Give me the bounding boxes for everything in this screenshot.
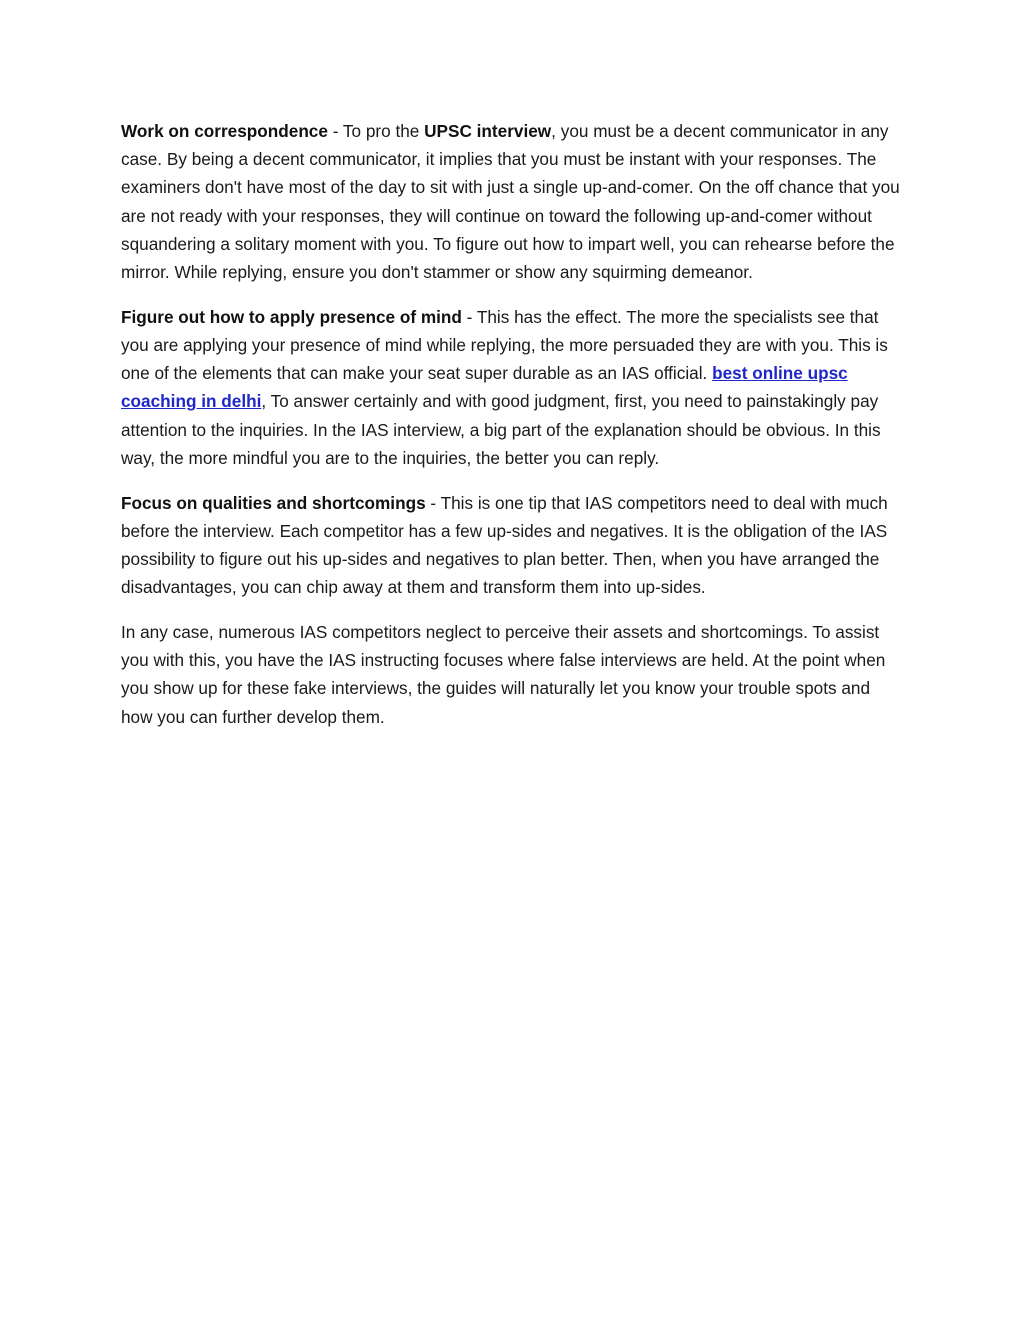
paragraph-text: - This has the effect. The more the specialists see that you are applying your presence of mind while replying, the more persuaded they are with you. This is one of the elements that can make your seat super durable as an IAS official. — [121, 306, 888, 384]
paragraph-text: , To answer certainly and with good judgment, first, you need to painstakingly pay attention to the inquiries. In the IAS interview, a big part of the explanation should be obvious. In this way, the more mindful you are to the inquiries, the better you can reply. — [121, 391, 881, 468]
document-body — [121, 117, 903, 747]
paragraph-in-any-case — [121, 618, 903, 731]
heading-qualities-shortcomings: Focus on qualities and shortcomings — [121, 492, 426, 513]
paragraph-text: , you must be a decent communicator in any case. By being a decent communicator, it implies that you must be instant with your responses. The examiners don't have most of the day to sit with just a single up-and-comer. On the off chance that you are not ready with your responses, they will continue on toward the following up-and-comer without squandering a solitary moment with you. To figure out how to impart well, you can rehearse before the mirror. While replying, ensure you don't stammer or show any squirming demeanor. — [121, 121, 900, 283]
paragraph-text: - To pro the — [327, 121, 425, 141]
heading-presence-of-mind: Figure out how to apply presence of mind — [121, 306, 462, 327]
paragraph-qualities-shortcomings — [121, 489, 903, 602]
heading-work-on-correspondence: Work on correspondence — [121, 121, 328, 141]
link-best-online-upsc-coaching[interactable]: best online upsc coaching in delhi — [121, 363, 848, 412]
paragraph-text: In any case, numerous IAS competitors neglect to perceive their assets and shortcomings. To assist you with this, you have the IAS instructing focuses where false interviews are held. At the point when you show up for these fake interviews, the guides will naturally let you know your trouble spots and how you can further develop them. — [121, 622, 886, 727]
paragraph-text: - This is one tip that IAS competitors need to deal with much before the interview. Each competitor has a few up-sides and negatives. It is the obligation of the IAS possibility to figure out his up-sides and negatives to plan better. Then, when you have arranged the disadvantages, you can chip away at them and transform them into up-sides. — [121, 492, 888, 598]
paragraph-presence-of-mind — [121, 303, 903, 472]
bold-upsc-interview: UPSC interview — [424, 121, 552, 141]
paragraph-correspondence — [121, 117, 903, 286]
